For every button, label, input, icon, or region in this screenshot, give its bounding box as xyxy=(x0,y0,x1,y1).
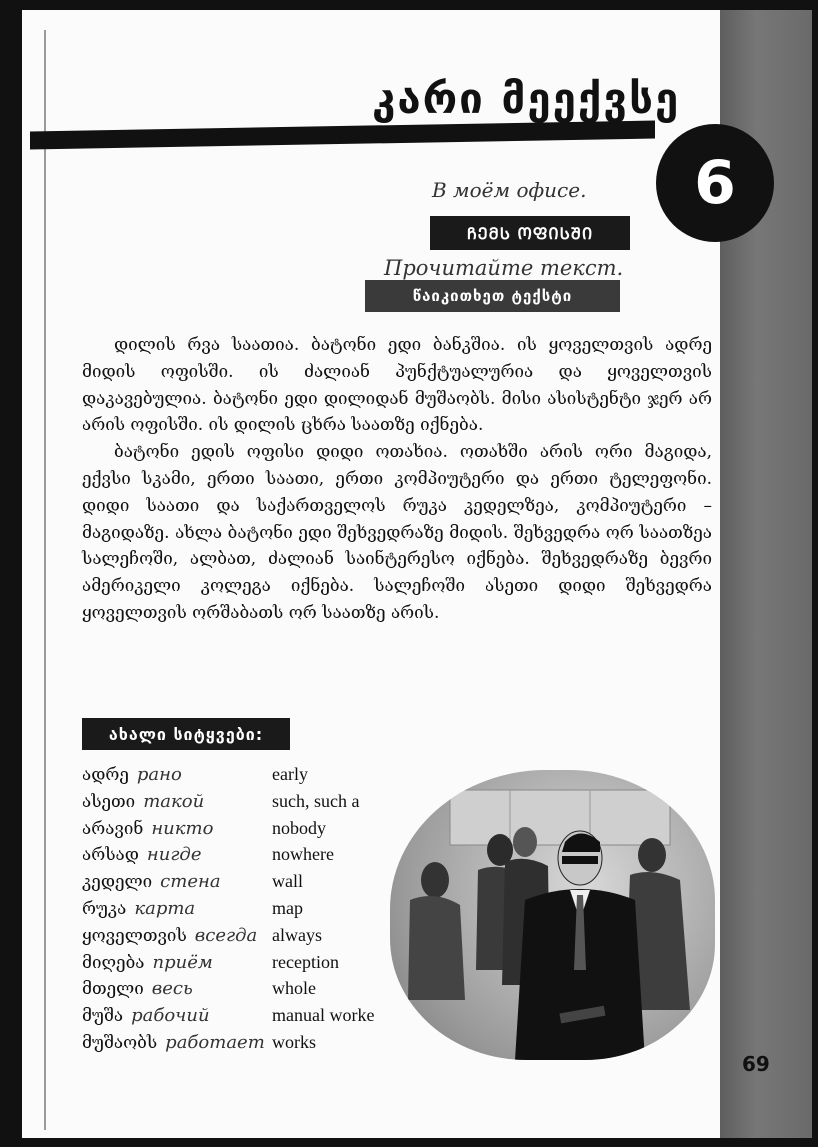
vocab-english: manual worke xyxy=(272,1005,375,1026)
person-head xyxy=(513,827,537,857)
vocab-item xyxy=(82,871,412,898)
vocab-russian-handwritten: никто xyxy=(151,817,214,839)
chapter-number-badge: 6 xyxy=(656,124,774,242)
vocab-item xyxy=(82,925,412,952)
vocab-georgian: არავინ xyxy=(82,818,144,839)
vocab-item xyxy=(82,818,412,845)
vocab-russian-handwritten: нигде xyxy=(146,844,202,866)
vocab-item xyxy=(82,1032,412,1059)
vocab-item xyxy=(82,898,412,925)
vocab-item xyxy=(82,791,412,818)
vocab-georgian: ასეთი xyxy=(82,791,136,812)
vocab-russian-handwritten: рано xyxy=(136,764,182,785)
vocab-georgian: რუკა xyxy=(82,898,127,919)
section-title: ᲩᲔᲛᲡ ᲝᲤᲘᲡᲨᲘ xyxy=(430,216,630,250)
vocab-english: early xyxy=(272,764,308,784)
vocab-english: map xyxy=(272,897,303,918)
instruction-label: წაიკითხეთ ტექსტი xyxy=(365,280,620,312)
vocab-georgian: მუშა xyxy=(82,1006,124,1027)
vocab-english: always xyxy=(272,924,322,945)
speaker-glasses xyxy=(562,856,598,864)
vocab-russian-handwritten: рабочий xyxy=(131,1005,210,1027)
binding-line xyxy=(44,30,46,1130)
vocab-georgian: ყოველთვის xyxy=(82,925,187,946)
vocab-item xyxy=(82,952,412,979)
vocab-russian-handwritten: приём xyxy=(152,951,213,973)
vocab-georgian: მიღება xyxy=(82,952,145,973)
paragraph-2: ბატონი ედის ოფისი დიდი ოთახია. ოთახში არის ორი მაგიდა, ექვსი სკამი, ერთი საათი, ერთი კომპიუტერი და ერთი ტელეფონი. დიდი საათი და საქართველოს რუკა კედელზეა, კომპიუტერი – მაგიდაზე. ახლა ბატონი ედი შეხვედრაზე მიდის. შეხვედრა ორ საათზეა სალეჩოში, ალბათ, ძალიან საინტერესო იქნება. შეხვედრაზე ბევრი ამერიკელი კოლეგა იქნება. სალეჩოში ასეთი დიდი შეხვედრა ყოველთვის ორშაბათს ორ საათზე არის. xyxy=(82,442,712,623)
office-meeting-illustration xyxy=(390,770,715,1060)
vocabulary-heading: ახალი სიტყვები: xyxy=(82,718,290,750)
vocab-english: nobody xyxy=(272,817,326,838)
lesson-title: კარი მეექვსე xyxy=(372,74,681,123)
vocab-russian-handwritten: работает xyxy=(165,1031,265,1053)
reading-text xyxy=(82,332,712,627)
vocab-russian-handwritten: стена xyxy=(160,871,221,893)
person-head xyxy=(638,838,666,872)
vocab-russian-handwritten: такой xyxy=(143,790,205,812)
paragraph-1: დილის რვა საათია. ბატონი ედი ბანკშია. ის ყოველთვის ადრე მიდის ოფისში. ის ძალიან პუნქტუალურია და ყოველთვის დაკავებულია. ბატონი ედი დილიდან მუშაობს. მისი ასისტენტი ჯერ არ არის ოფისში. ის დილის ცხრა საათზე იქნება. xyxy=(82,335,712,436)
vocab-item xyxy=(82,844,412,871)
header-bar xyxy=(30,121,655,150)
person-body xyxy=(408,896,465,1000)
vocab-english: nowhere xyxy=(272,844,334,865)
vocab-russian-handwritten: весь xyxy=(151,978,193,1000)
book-page xyxy=(22,10,812,1138)
vocab-georgian: არსად xyxy=(82,845,139,866)
person-head xyxy=(421,862,449,898)
vocab-english: whole xyxy=(272,978,316,999)
vocab-georgian: ადრე xyxy=(82,765,129,785)
vocab-georgian: კედელი xyxy=(82,872,153,893)
vocab-russian-handwritten: карта xyxy=(134,897,196,919)
window-shape xyxy=(450,790,670,845)
vocab-english: reception xyxy=(272,951,339,972)
vocab-english: wall xyxy=(272,871,303,892)
vocab-georgian: მუშაობს xyxy=(82,1032,158,1053)
page-number: 69 xyxy=(742,1052,770,1076)
vocab-russian-handwritten: всегда xyxy=(194,924,258,946)
vocab-georgian: მთელი xyxy=(82,979,144,1000)
vocab-english: such, such a xyxy=(272,790,360,811)
handwritten-note-section: В моём офисе. xyxy=(432,178,587,202)
vocab-item xyxy=(82,1005,412,1032)
vocabulary-list xyxy=(82,764,412,1059)
vocab-english: works xyxy=(272,1031,316,1052)
illustration-drawing xyxy=(390,770,715,1060)
vocab-item xyxy=(82,764,412,791)
handwritten-note-instruction: Прочитайте текст. xyxy=(384,256,624,280)
vocab-item xyxy=(82,978,412,1005)
